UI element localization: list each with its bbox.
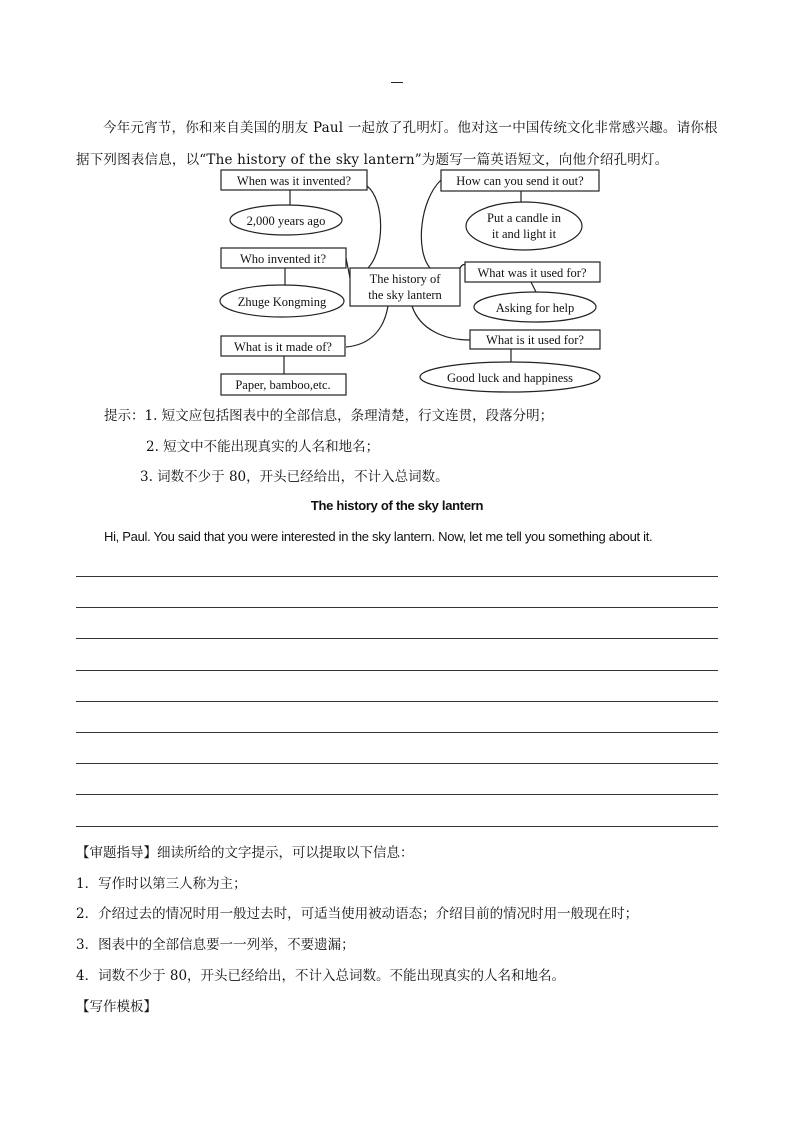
writing-line: [76, 670, 718, 671]
guidance-item-2: 2．介绍过去的情况时用一般过去时，可适当使用被动语态；介绍目前的情况时用一般现在时；: [76, 906, 639, 922]
question-who: Who invented it?: [239, 252, 327, 266]
question-invented: When was it invented?: [236, 174, 352, 188]
guidance-item-4: 4．词数不少于 80，开头已经给出，不计入总词数。不能出现真实的人名和地名。: [76, 968, 566, 984]
connector-who: [346, 258, 350, 278]
question-send: How can you send it out?: [456, 174, 584, 188]
answer-made: Paper, bamboo,etc.: [235, 378, 331, 392]
tip-2: 2. 短文中不能出现真实的人名和地名；: [146, 439, 380, 455]
writing-line: [76, 576, 718, 577]
mindmap-center-line-1: The history of: [369, 272, 441, 286]
answer-send-line-1: Put a candle in: [487, 211, 561, 225]
answer-was-used: Asking for help: [495, 301, 575, 315]
tip-1: 提示：1. 短文应包括图表中的全部信息，条理清楚，行文连贯，段落分明；: [104, 408, 554, 424]
connector-send: [421, 180, 441, 268]
answer-send-line-2: it and light it: [491, 227, 557, 241]
connector-made: [346, 306, 388, 347]
writing-line: [76, 701, 718, 702]
essay-opening: Hi, Paul. You said that you were interested in the sky lantern. Now, let me tell you something about it.: [104, 529, 653, 544]
mind-map: [0, 0, 794, 410]
question-is-used: What is it used for?: [486, 333, 584, 347]
question-made: What is it made of?: [234, 340, 332, 354]
guidance-heading: 【审题指导】细读所给的文字提示，可以提取以下信息：: [76, 845, 414, 861]
writing-line: [76, 732, 718, 733]
question-was-used: What was it used for?: [477, 266, 587, 280]
connector-is-used: [412, 306, 470, 340]
essay-title: The history of the sky lantern: [310, 498, 484, 513]
writing-line: [76, 607, 718, 608]
writing-line: [76, 826, 718, 827]
guidance-item-1: 1．写作时以第三人称为主；: [76, 876, 247, 892]
answer-who: Zhuge Kongming: [237, 295, 327, 309]
task-instruction: 今年元宵节，你和来自美国的朋友 Paul 一起放了孔明灯。他对这一中国传统文化非常感兴趣。请你根据下列图表信息，以“The history of the sky lantern”为题写一篇英语短文，向他介绍孔明灯。: [76, 120, 718, 168]
writing-line: [76, 638, 718, 639]
mindmap-center-line-2: the sky lantern: [368, 288, 442, 302]
writing-line: [76, 763, 718, 764]
connector-was-used-answer: [531, 282, 536, 292]
writing-line: [76, 794, 718, 795]
guidance-item-3: 3．图表中的全部信息要一一列举，不要遗漏；: [76, 937, 355, 953]
answer-oval-send: [466, 202, 582, 250]
tip-3: 3. 词数不少于 80，开头已经给出，不计入总词数。: [140, 469, 449, 485]
connector-invented: [367, 186, 381, 268]
answer-is-used: Good luck and happiness: [446, 371, 574, 385]
answer-invented: 2,000 years ago: [246, 214, 326, 228]
template-heading: 【写作模板】: [76, 999, 157, 1015]
